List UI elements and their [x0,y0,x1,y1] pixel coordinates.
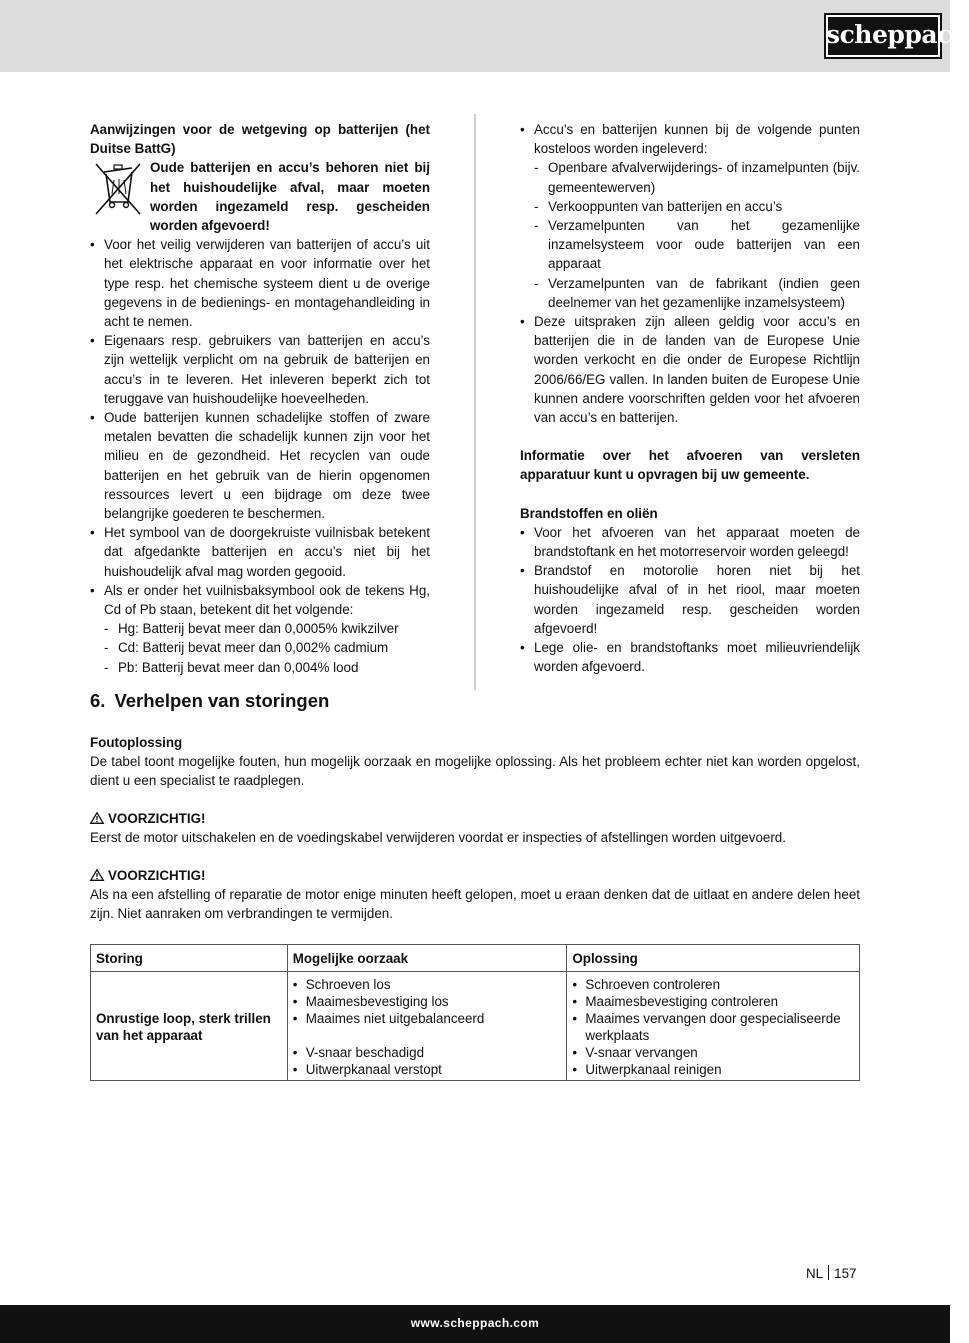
list-item: • Uitwerpkanaal reinigen [572,1061,854,1078]
list-item: • Voor het veilig verwijderen van batterijen of accu’s uit het elektrische apparaat en voor informatie over het type resp. het chemische systeem dient u de overige gegevens in de bedienings- en montagehandleiding in acht te nemen. [90,235,430,331]
list-item: • Lege olie- en brandstoftanks moet milieuvriendelijk worden afgevoerd. [520,638,860,676]
warning-triangle-icon [90,869,104,881]
cause-cell [287,972,567,1081]
heavy-metal-list [104,619,430,677]
column-header: Oplossing [567,945,860,972]
list-item: - Verzamelpunten van het gezamenlijke inzamelsysteem voor oude batterijen van een apparaat [534,216,860,274]
warning-label: VOORZICHTIG! [108,868,206,883]
list-item [520,120,860,312]
list-item: - Cd: Batterij bevat meer dan 0,002% cadmium [104,638,430,657]
column-header: Storing [91,945,288,972]
heavy-metal-symbols-text: Als er onder het vuilnisbaksymbool ook de tekens Hg, Cd of Pb staan, betekent dit het volgende: [104,582,430,618]
left-column [90,120,430,677]
list-item: • Brandstof en motorolie horen niet bij het huishoudelijke afval of in het riool, maar moeten worden ingezameld resp. gescheiden worden afgevoerd! [520,561,860,638]
disposal-info: Informatie over het afvoeren van versleten apparatuur kunt u opvragen bij uw gemeente. [520,448,860,483]
section-title-text: Verhelpen van storingen [114,690,330,711]
battery-notice [90,158,430,235]
collection-points-text: Accu’s en batterijen kunnen bij de volgende punten kosteloos worden ingeleverd: [534,122,860,157]
table-row [91,972,860,1081]
website-link[interactable]: www.scheppach.com [410,1316,540,1330]
section-number: 6. [90,690,106,711]
brand-logo: scheppach [824,13,942,59]
list-item: • Maaimesbevestiging los [293,993,562,1010]
fuels-bullet-list [520,523,860,677]
header-bar [0,0,950,72]
list-item: • Voor het afvoeren van het apparaat moeten de brandstoftank en het motorreservoir worden geleegd! [520,523,860,561]
page-number-value: 157 [834,1266,857,1281]
fuels-heading: Brandstoffen en oliën [520,505,658,521]
page-language: NL [806,1266,824,1281]
list-item: • V-snaar beschadigd [293,1044,562,1061]
page-number [806,1265,856,1283]
battery-bullet-list [90,235,430,677]
list-item: • Schroeven controleren [572,976,854,993]
list-item: - Openbare afvalverwijderings- of inzamelpunten (bijv. gemeentewerven) [534,158,860,196]
right-column [520,120,860,676]
warning-label: VOORZICHTIG! [108,811,206,826]
list-item: • Maaimes niet uitgebalanceerd [293,1010,562,1027]
list-item: - Pb: Batterij bevat meer dan 0,004% lood [104,658,430,677]
table-header-row [91,945,860,972]
subheading: Foutoplossing [90,735,183,750]
list-item: - Verzamelpunten van de fabrikant (indien geen deelnemer van het gezamenlijke inzamelsysteem) [534,274,860,312]
battery-notice-text: Oude batterijen en accu’s behoren niet bij het huishoudelijke afval, maar moeten worden ingezameld resp. gescheiden worden afgevoerd! [150,160,430,234]
section-title [90,689,329,713]
warning-1 [90,809,860,847]
list-item: - Verkooppunten van batterijen en accu’s [534,197,860,216]
battery-law-heading: Aanwijzingen voor de wetgeving op batterijen (het Duitse BattG) [90,122,430,157]
intro-text: De tabel toont mogelijke fouten, hun mogelijk oorzaak en mogelijke oplossing. Als het probleem echter niet kan worden opgelost, dient u een specialist te raadplegen. [90,754,860,789]
solution-cell [567,972,860,1081]
warning-2 [90,866,860,924]
storing-cell: Onrustige loop, sterk trillen van het apparaat [91,972,288,1081]
list-item: • Schroeven los [293,976,562,993]
list-item [90,581,430,677]
list-item: • Eigenaars resp. gebruikers van batterijen en accu’s zijn wettelijk verplicht om na gebruik de batterijen en accu’s in te leveren. Het inleveren beperkt zich tot teruggave van huishoudelijke hoeveelheden. [90,331,430,408]
list-item: • Uitwerpkanaal verstopt [293,1061,562,1078]
column-header: Mogelijke oorzaak [287,945,567,972]
troubleshooting-intro [90,733,860,791]
list-item: • Maaimes vervangen door gespecialiseerde werkplaats [572,1010,854,1044]
list-item: - Hg: Batterij bevat meer dan 0,0005% kwikzilver [104,619,430,638]
warning-triangle-icon [90,812,104,824]
collection-bullet-list [520,120,860,427]
troubleshooting-table [90,944,860,1081]
list-item: • Oude batterijen kunnen schadelijke stoffen of zware metalen bevatten die schadelijk kunnen zijn voor het milieu en de gezondheid. Het recyclen van oude batterijen en het gebruik van de hierin opgenomen ressources levert u een bijdrage om deze twee belangrijke goederen te beschermen. [90,408,430,523]
footer-bar [0,1305,950,1343]
warning-text: Eerst de motor uitschakelen en de voedingskabel verwijderen voordat er inspecties of afstellingen worden uitgevoerd. [90,830,786,846]
column-divider [474,114,476,690]
list-item: • Deze uitspraken zijn alleen geldig voor accu’s en batterijen die in de landen van de Europese Unie worden verkocht en die onder de Europese Richtlijn 2006/66/EG vallen. In landen buiten de Europese Unie kunnen andere voorschriften gelden voor het afvoeren van accu’s en batterijen. [520,312,860,427]
crossed-out-wheelie-bin-icon [90,158,146,220]
list-item: • V-snaar vervangen [572,1044,854,1061]
list-item: • Maaimesbevestiging controleren [572,993,854,1010]
list-item: • Het symbool van de doorgekruiste vuilnisbak betekent dat afgedankte batterijen en accu’s niet bij het huishoudelijk afval mag worden gegooid. [90,523,430,581]
warning-text: Als na een afstelling of reparatie de motor enige minuten heeft gelopen, moet u eraan denken dat de uitlaat en andere delen heet zijn. Niet aanraken om verbrandingen te vermijden. [90,887,860,922]
collection-points-list [534,158,860,312]
